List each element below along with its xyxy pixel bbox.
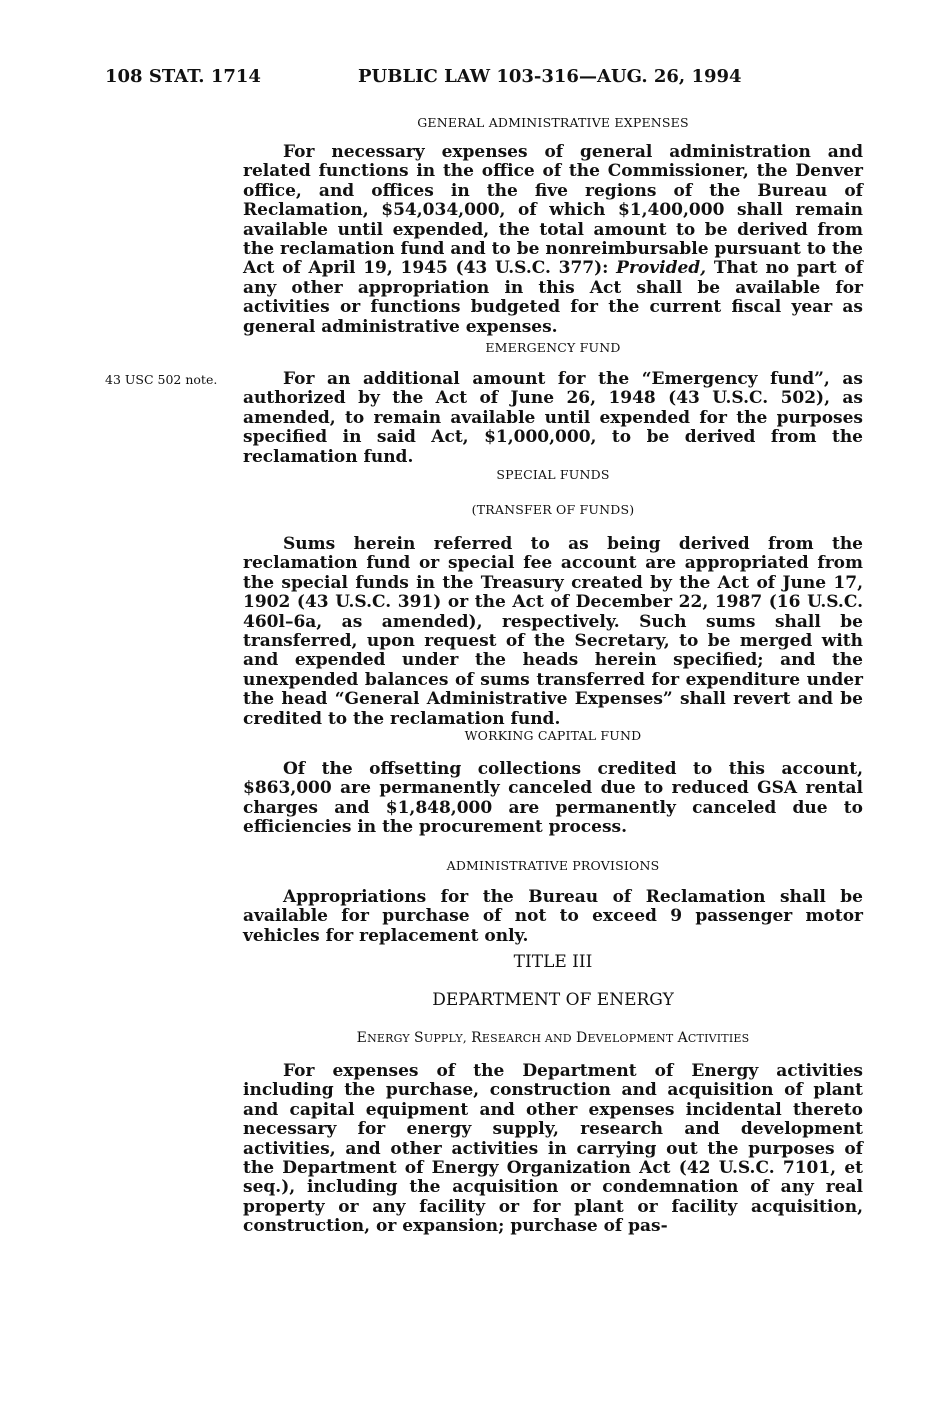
paragraph-emergency-fund: For an additional amount for the “Emergency fund”, as authorized by the Act of June 26, 1948 (43 U.S.C. 502), as amended, to remain available until expended for the purposes specified in said Act, $1,000,000, to be derived from the reclamation fund. xyxy=(243,369,863,467)
paragraph-administrative-provisions: Appropriations for the Bureau of Reclamation shall be available for purchase of not to exceed 9 passenger motor vehicles for replacement only. xyxy=(243,887,863,946)
law-citation: PUBLIC LAW 103-316—AUG. 26, 1994 xyxy=(358,66,742,87)
title-heading: TITLE III xyxy=(513,952,593,972)
department-heading: DEPARTMENT OF ENERGY xyxy=(432,990,674,1010)
heading-general-admin: GENERAL ADMINISTRATIVE EXPENSES xyxy=(417,115,689,130)
stat-citation: 108 STAT. 1714 xyxy=(105,66,261,87)
heading-emergency-fund: EMERGENCY FUND xyxy=(485,340,621,355)
heading-energy-supply: ENERGY SUPPLY, RESEARCH AND DEVELOPMENT ACTIVITIES xyxy=(356,1030,750,1046)
heading-energy-supply-part-3-small: EVELOPMENT xyxy=(587,1032,674,1045)
general-admin-text-b: That no part of any other appropriation in this Act shall be available for activities or functions budgeted for the current fiscal year as general administrative expenses. xyxy=(243,258,863,337)
heading-administrative-provisions: ADMINISTRATIVE PROVISIONS xyxy=(446,858,660,873)
paragraph-energy-supply: For expenses of the Department of Energy activities including the purchase, construction and acquisition of plant and capital equipment and other expenses incidental thereto necessary for energy supply, research and development activities, and other activities in carrying out the purposes of the Department of Energy Organization Act (42 U.S.C. 7101, et seq.), including the acquisition or condemnation of any real property or any facility or for plant or facility acquisition, construction, or expansion; purchase of pas- xyxy=(243,1061,863,1237)
heading-special-funds: SPECIAL FUNDS xyxy=(496,467,610,482)
heading-energy-supply-part-3-big: D xyxy=(576,1030,588,1046)
heading-energy-supply-part-2-small: ESEARCH AND xyxy=(481,1032,572,1045)
heading-energy-supply-part-0-small: NERGY xyxy=(367,1032,410,1045)
heading-energy-supply-part-4-big: A xyxy=(677,1030,688,1046)
general-admin-text-a: For necessary expenses of general administration and related functions in the office of the Commissioner, the Denver office, and offices in the five regions of the Bureau of Reclamation, $54,034,000, of which $1,400,000 shall remain available until expended, the total amount to be derived from the reclamation fund and to be nonreimbursable pursuant to the Act of April 19, 1945 (43 U.S.C. 377): xyxy=(243,142,863,279)
heading-working-capital-fund: WORKING CAPITAL FUND xyxy=(464,728,642,743)
page-header xyxy=(105,66,865,92)
subheading-transfer-of-funds: (TRANSFER OF FUNDS) xyxy=(471,502,635,517)
margin-note: 43 USC 502 note. xyxy=(105,372,218,387)
heading-energy-supply-part-4-small: CTIVITIES xyxy=(687,1032,750,1045)
paragraph-general-admin xyxy=(243,143,863,337)
heading-energy-supply-part-1-small: UPPLY xyxy=(423,1032,463,1045)
heading-energy-supply-part-1-big: S xyxy=(414,1030,424,1046)
paragraph-special-funds: Sums herein referred to as being derived from the reclamation fund or special fee account are appropriated from the special funds in the Treasury created by the Act of June 17, 1902 (43 U.S.C. 391) or the Act of December 22, 1987 (16 U.S.C. 460l–6a, as amended), respectively. Such sums shall be transferred, upon request of the Secretary, to be merged with and expended under the heads herein specified; and the unexpended balances of sums transferred for expenditure under the head “General Administrative Expenses” shall revert and be credited to the reclamation fund. xyxy=(243,534,863,729)
paragraph-working-capital-fund: Of the offsetting collections credited to this account, $863,000 are permanently canceled due to reduced GSA rental charges and $1,848,000 are permanently canceled due to efficiencies in the procurement process. xyxy=(243,759,863,838)
heading-energy-supply-part-0-big: E xyxy=(356,1030,368,1046)
general-admin-provided: Provided, xyxy=(616,258,707,279)
heading-energy-supply-part-2-big: R xyxy=(471,1030,482,1046)
